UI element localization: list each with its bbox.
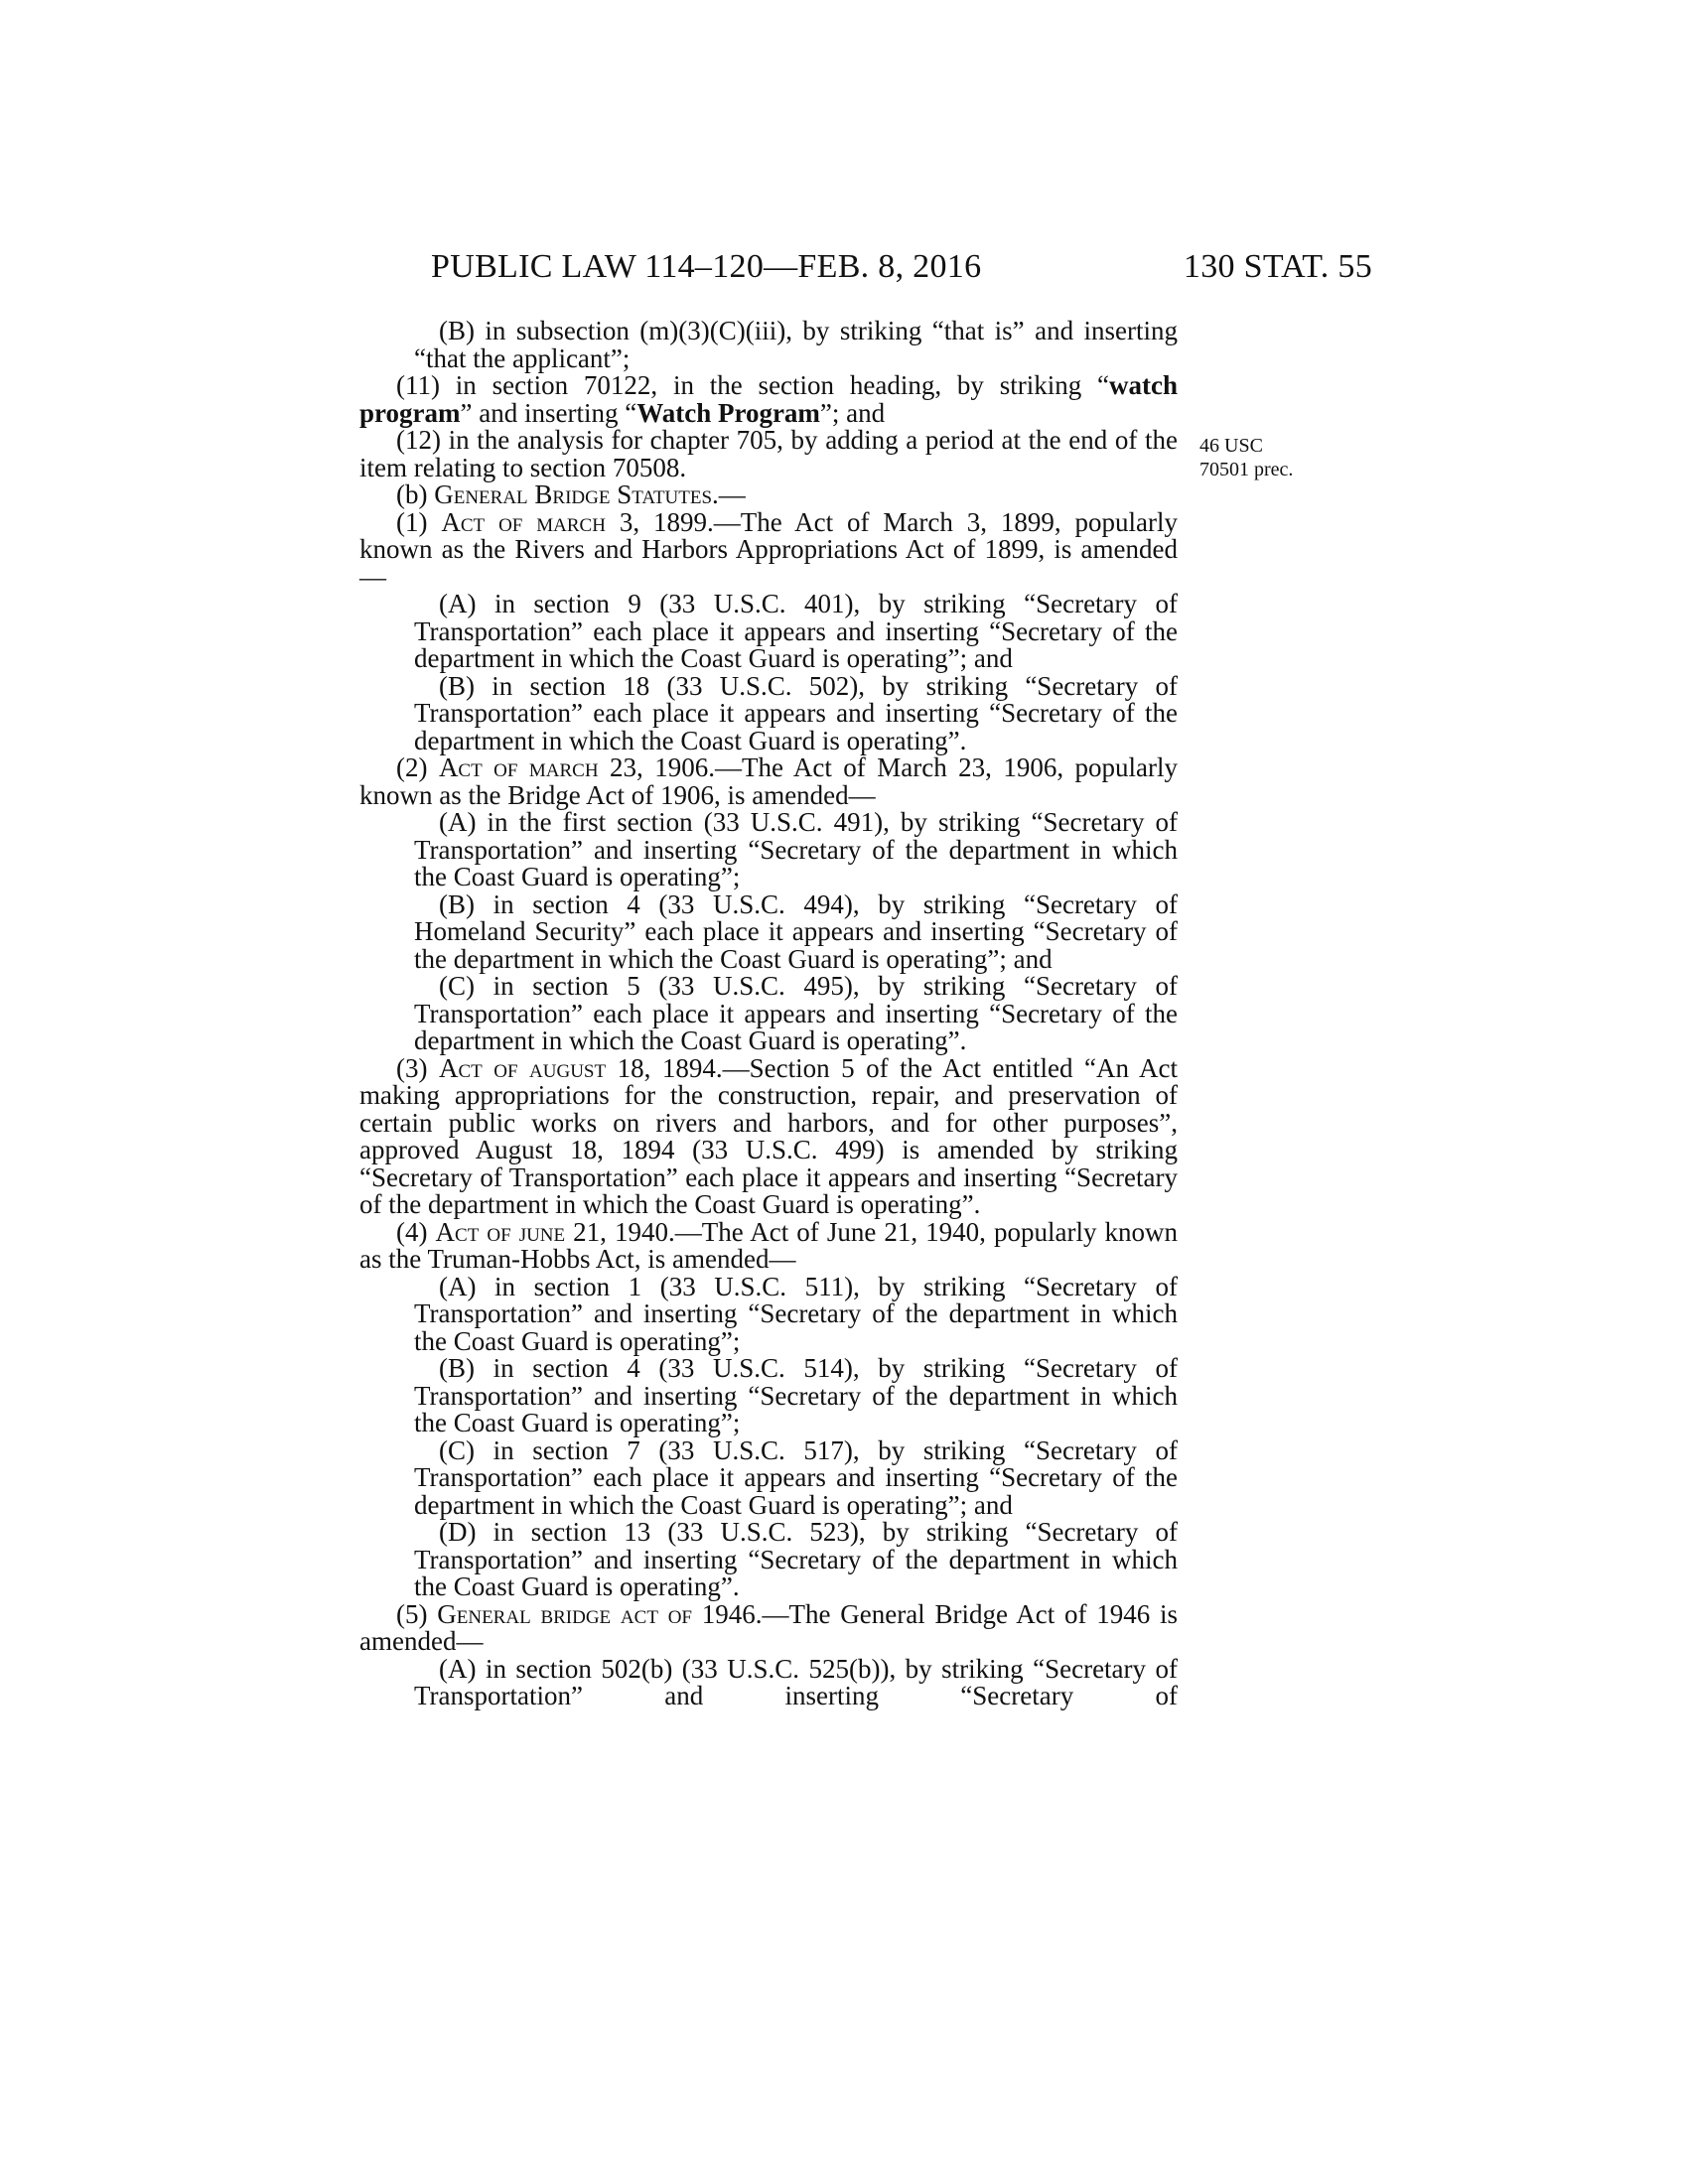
document-paragraph — [359, 481, 1178, 509]
document-paragraph: (A) in the first section (33 U.S.C. 491), by striking “Secretary of Transportation” and inserting “Secretary of the department in which the Coast Guard is operating”; — [414, 807, 1178, 891]
paragraph-text: .—Section 5 of the Act entitled “An Act making appropriations for the construction, repair, and preservation of certain public works on rivers and harbors, and for other purposes”, approved August 18, 1894 (33 U.S.C. 499) is amended by striking “Secretary of Transportation” each place it appears and inserting “Secretary of the department in which the Coast Guard is operating”. — [359, 1052, 1178, 1219]
paragraph-text: ”; and — [819, 397, 886, 428]
margin-citation-line: 70501 prec. — [1199, 459, 1294, 480]
paragraph-text: .—The Act of March 23, 1906, popularly known as the Bridge Act of 1906, is amended— — [359, 752, 1179, 810]
section-heading: General bridge act of 1946 — [437, 1598, 756, 1629]
document-paragraph — [359, 372, 1178, 427]
paragraph-text: .—The Act of March 3, 1899, popularly known as the Rivers and Harbors Appropriations Act of 1899, is amended— — [359, 506, 1179, 592]
section-heading: Act of march 3, 1899 — [441, 506, 707, 537]
document-paragraph: (C) in section 7 (33 U.S.C. 517), by striking “Secretary of Transportation” each place it appears and inserting “Secretary of the department in which the Coast Guard is operating”; and — [414, 1434, 1178, 1520]
document-paragraph: (A) in section 502(b) (33 U.S.C. 525(b)), by striking “Secretary of Transportation” and inserting “Secretary of — [414, 1653, 1178, 1710]
document-paragraph — [359, 1598, 1178, 1656]
document-paragraph — [359, 506, 1179, 592]
document-paragraph: (A) in section 1 (33 U.S.C. 511), by striking “Secretary of Transportation” and inserting “Secretary of the department in which the Coast Guard is operating”; — [414, 1271, 1178, 1356]
section-heading: General Bridge Statutes — [434, 479, 713, 509]
document-paragraph: (D) in section 13 (33 U.S.C. 523), by striking “Secretary of Transportation” and inserting “Secretary of the department in which the Coast Guard is operating”. — [414, 1517, 1178, 1601]
document-paragraph: (B) in section 4 (33 U.S.C. 494), by striking “Secretary of Homeland Security” each place it appears and inserting “Secretary of the department in which the Coast Guard is operating”; and — [414, 888, 1178, 974]
page-header-stat: 130 STAT. 55 — [1183, 248, 1372, 285]
page-header-title: PUBLIC LAW 114–120—FEB. 8, 2016 — [431, 248, 982, 285]
margin-citation-line: 46 USC — [1199, 435, 1263, 457]
paragraph-text: .—The Act of June 21, 1940, popularly known as the Truman-Hobbs Act, is amended— — [359, 1216, 1178, 1274]
document-paragraph: (C) in section 5 (33 U.S.C. 495), by striking “Secretary of Transportation” each place it appears and inserting “Secretary of the department in which the Coast Guard is operating”. — [414, 971, 1178, 1055]
section-heading: Act of august 18, 1894 — [438, 1052, 716, 1083]
document-body — [359, 318, 1178, 1710]
bold-term: watch program — [359, 370, 1178, 428]
paragraph-text: (3) — [396, 1052, 439, 1083]
document-paragraph: (A) in section 9 (33 U.S.C. 401), by striking “Secretary of Transportation” each place it appears and inserting “Secretary of the department in which the Coast Guard is operating”; and — [414, 589, 1178, 673]
paragraph-text: ” and inserting “ — [460, 397, 637, 428]
running-head — [0, 248, 1688, 292]
bold-term: Watch Program — [636, 397, 820, 428]
section-heading: Act of march 23, 1906 — [438, 752, 709, 782]
section-heading: Act of june 21, 1940 — [435, 1216, 668, 1247]
margin-citation — [1199, 434, 1319, 481]
paragraph-text: .—The General Bridge Act of 1946 is amended— — [359, 1598, 1178, 1656]
document-paragraph: (12) in the analysis for chapter 705, by adding a period at the end of the item relating to section 70508. — [359, 425, 1178, 482]
paragraph-text: (1) — [396, 506, 442, 537]
paragraph-text: (11) in section 70122, in the section heading, by striking “ — [396, 370, 1109, 400]
paragraph-text: (5) — [396, 1598, 438, 1629]
paragraph-text: .— — [712, 479, 746, 509]
document-paragraph: (B) in section 18 (33 U.S.C. 502), by striking “Secretary of Transportation” each place it appears and inserting “Secretary of the department in which the Coast Guard is operating”. — [414, 670, 1178, 755]
paragraph-text: (2) — [396, 752, 439, 782]
document-paragraph — [359, 1052, 1178, 1219]
paragraph-text: (4) — [396, 1216, 436, 1247]
document-paragraph — [359, 754, 1178, 809]
document-paragraph: (B) in section 4 (33 U.S.C. 514), by striking “Secretary of Transportation” and inserting “Secretary of the department in which the Coast Guard is operating”; — [414, 1353, 1178, 1437]
document-paragraph — [359, 1216, 1178, 1274]
paragraph-text: (b) — [396, 479, 435, 509]
document-paragraph: (B) in subsection (m)(3)(C)(iii), by striking “that is” and inserting “that the applicant”; — [414, 316, 1178, 373]
